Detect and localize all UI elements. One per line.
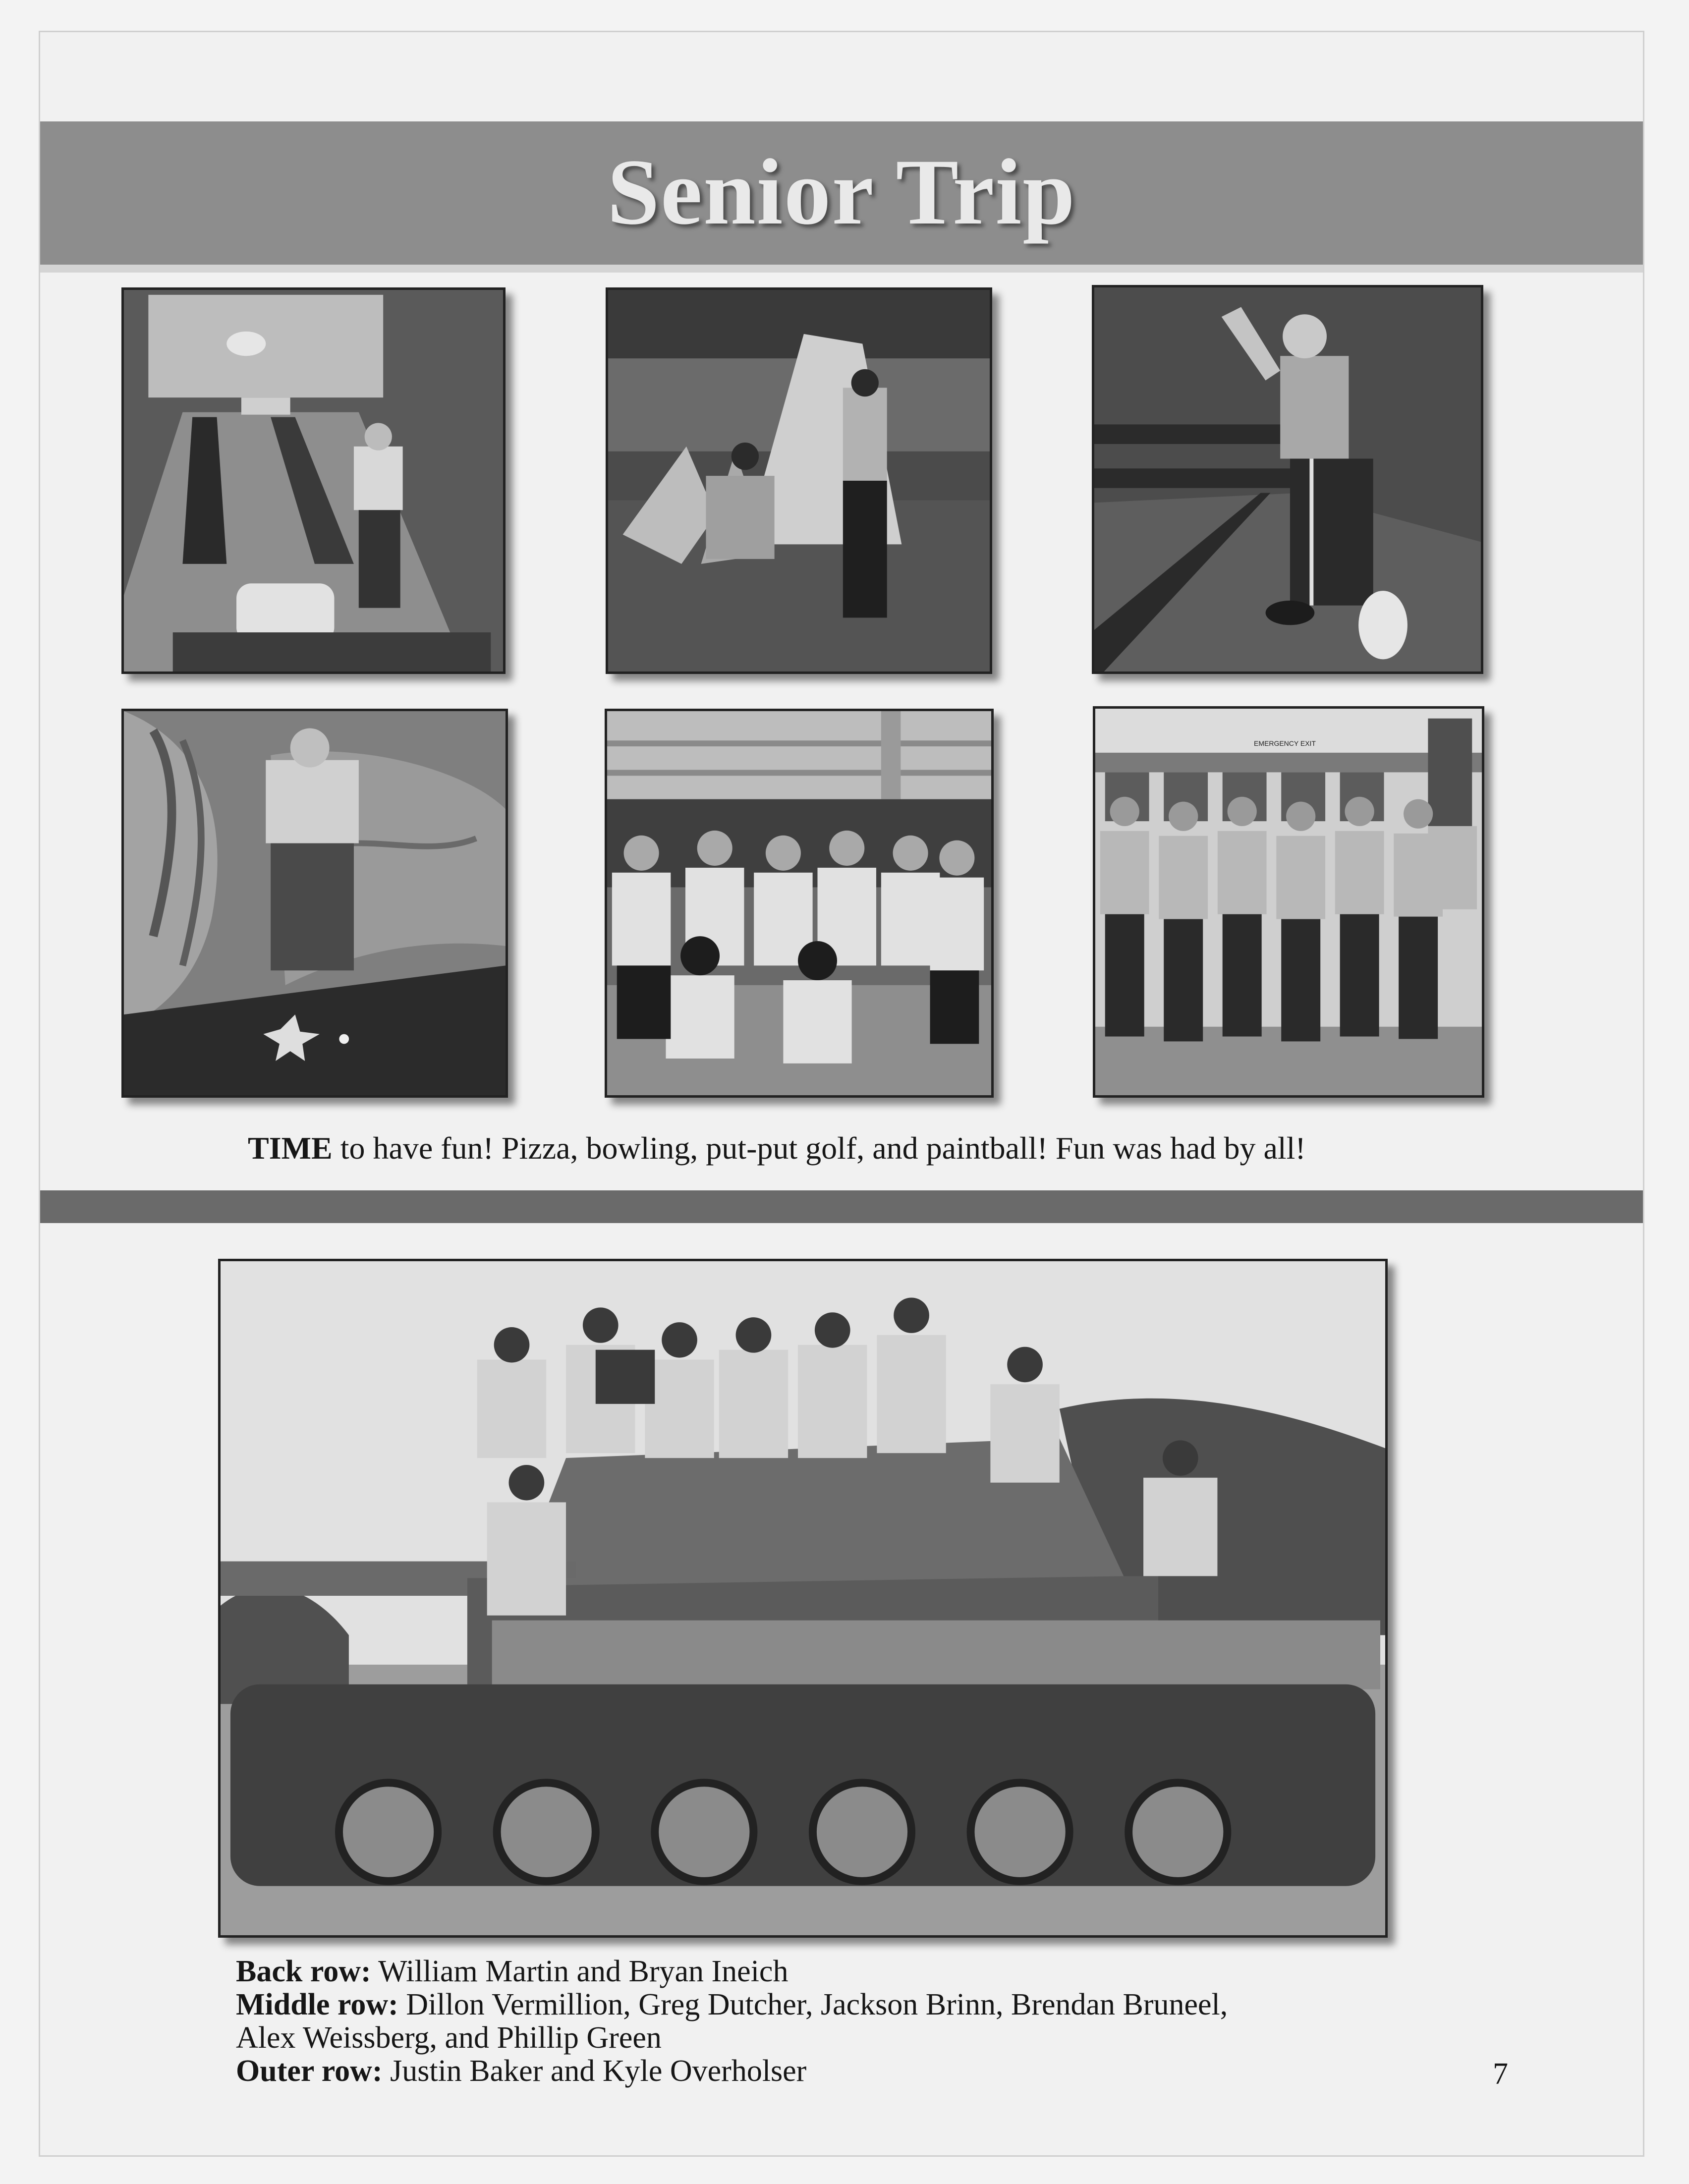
tank-group-photo bbox=[218, 1259, 1388, 1938]
back-row-names: William Martin and Bryan Ineich bbox=[371, 1955, 788, 1988]
roster-credits bbox=[236, 1955, 1524, 2088]
caption-text: to have fun! Pizza, bowling, put-put golf, and paintball! Fun was had by all! bbox=[332, 1130, 1306, 1166]
roster-outer-row bbox=[236, 2055, 1524, 2088]
page-title: Senior Trip bbox=[607, 140, 1076, 244]
title-band bbox=[40, 121, 1643, 273]
outer-row-names: Justin Baker and Kyle Overholser bbox=[382, 2054, 807, 2088]
bowler-throwing-photo bbox=[1092, 285, 1483, 674]
middle-row-names-2: Alex Weissberg, and Phillip Green bbox=[236, 2021, 662, 2055]
back-row-label: Back row: bbox=[236, 1955, 371, 1988]
bowling-lane-photo bbox=[121, 287, 506, 674]
middle-row-names-1: Dillon Vermillion, Greg Dutcher, Jackson Brinn, Brendan Bruneel, bbox=[398, 1988, 1228, 2021]
outer-row-label: Outer row: bbox=[236, 2054, 383, 2088]
page-number: 7 bbox=[1493, 2057, 1508, 2091]
middle-row-label: Middle row: bbox=[236, 1988, 398, 2021]
emergency-exit-sign: EMERGENCY EXIT bbox=[1254, 739, 1316, 747]
photo-caption bbox=[248, 1130, 1437, 1167]
section-divider bbox=[40, 1190, 1643, 1223]
bus-group-photo bbox=[1093, 706, 1484, 1098]
roster-middle-row-continued bbox=[236, 2021, 1524, 2055]
roster-middle-row bbox=[236, 1988, 1524, 2021]
roster-back-row bbox=[236, 1955, 1524, 1988]
caption-lead: TIME bbox=[248, 1130, 333, 1166]
mini-golf-photo bbox=[121, 709, 508, 1098]
paintball-group-photo bbox=[605, 709, 994, 1098]
paintball-bunker-photo bbox=[606, 287, 992, 674]
